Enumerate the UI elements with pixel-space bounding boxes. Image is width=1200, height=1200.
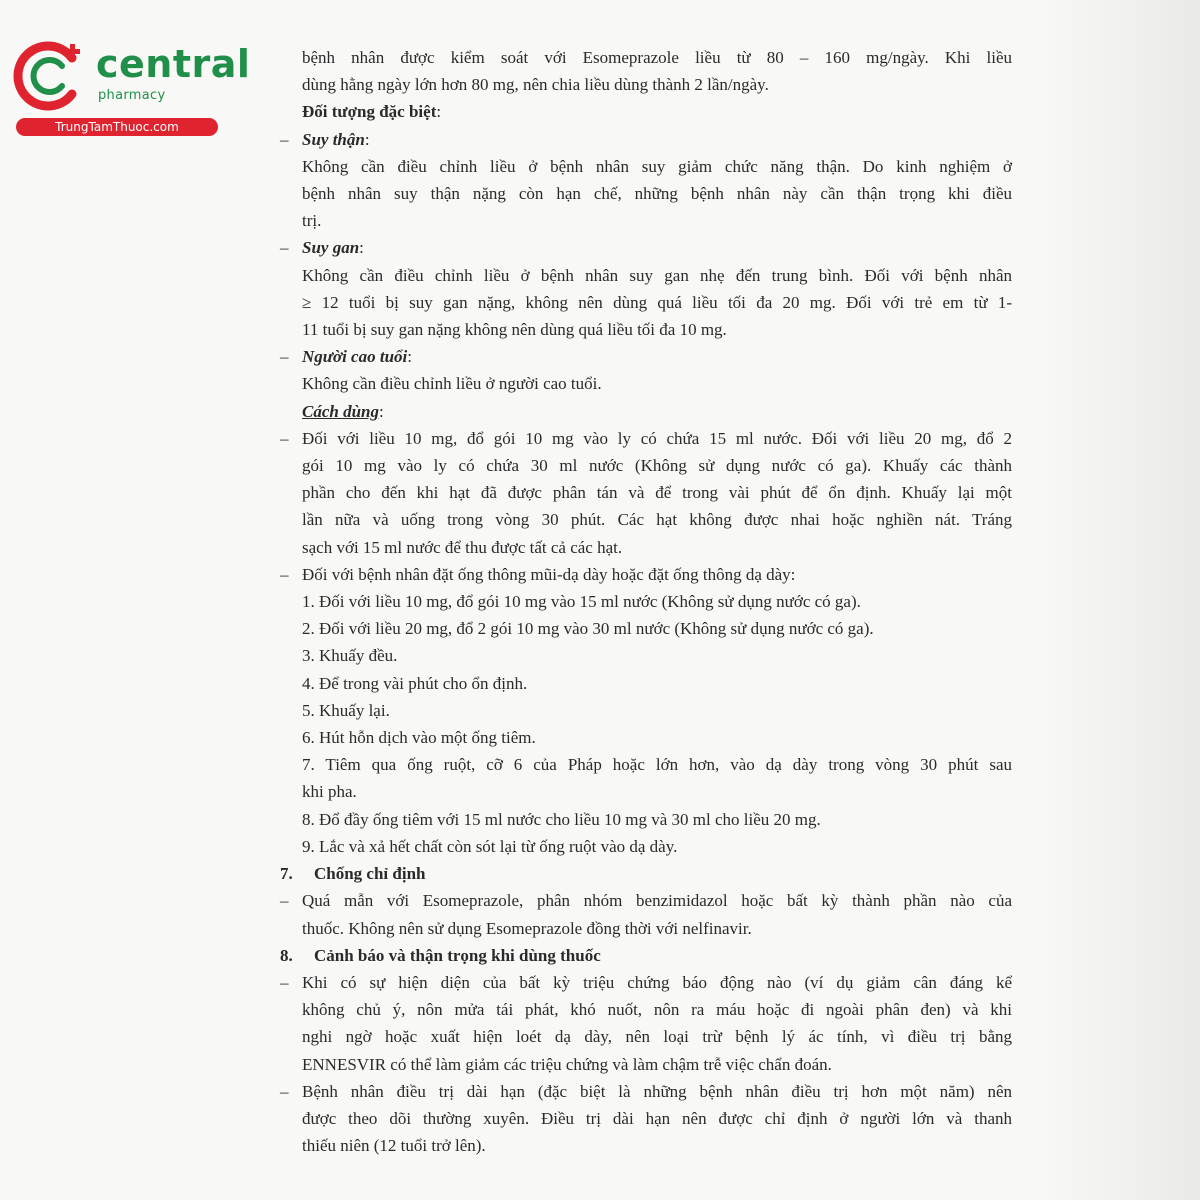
text-line: gói 10 mg vào ly có chứa 30 ml nước (Không sử dụng nước có ga). Khuấy các thành [302, 456, 1012, 476]
scan-shadow [1040, 0, 1200, 1200]
text-line: khi pha. [302, 782, 357, 802]
text-line: được theo dõi thường xuyên. Điều trị dài hạn nên được chỉ định ở người lớn và thanh [302, 1108, 1012, 1128]
section-8-heading [280, 942, 1012, 969]
section-title: Cảnh báo và thận trọng khi dùng thuốc [314, 945, 601, 965]
section-number: 7. [280, 864, 293, 884]
text-line: 11 tuổi bị suy gan nặng không nên dùng quá liều tối đa 10 mg. [302, 320, 727, 340]
text-line: lần nữa và uống trong vòng 30 phút. Các hạt không được nhai hoặc nghiền nát. Tráng [302, 510, 1012, 530]
heading-colon: : [379, 401, 384, 421]
bullet-hepatic [280, 234, 1012, 261]
logo-site-badge: TrungTamThuoc.com [16, 118, 218, 136]
text-span: Bệnh nhân điều trị dài hạn (đặc biệt là những bệnh nhân điều trị hơn một năm) nên [302, 1081, 1012, 1101]
step-item: 3. Khuấy đều. [302, 646, 398, 666]
usage-heading-text: Cách dùng [302, 401, 379, 421]
step-item: 6. Hút hỗn dịch vào một ống tiêm. [302, 728, 536, 748]
elderly-title: Người cao tuổi [302, 347, 408, 367]
heading-colon: : [364, 129, 370, 149]
text-line: dùng hằng ngày lớn hơn 80 mg, nên chia liều dùng thành 2 lần/ngày. [302, 75, 769, 95]
contraindication-item [280, 887, 1012, 914]
step-item: 8. Đổ đầy ống tiêm với 15 ml nước cho liều 10 mg và 30 ml cho liều 20 mg. [302, 809, 821, 829]
step-item: 1. Đối với liều 10 mg, đổ gói 10 mg vào 15 ml nước (Không sử dụng nước có ga). [302, 592, 861, 612]
usage-item [280, 561, 1012, 588]
text-line: Không cần điều chỉnh liều ở người cao tuổi. [302, 374, 602, 394]
dash-bullet: – [280, 428, 289, 448]
text-line: Không cần điều chỉnh liều ở bệnh nhân suy gan nhẹ đến trung bình. Đối với bệnh nhân [302, 265, 1012, 285]
logo-subtitle: pharmacy [98, 88, 166, 103]
text-span: Quá mẫn với Esomeprazole, phân nhóm benzimidazol hoặc bất kỳ thành phần nào của [302, 891, 1012, 911]
text-line: bệnh nhân suy thận nặng còn hạn chế, những bệnh nhân này cần thận trọng khi điều [302, 184, 1012, 204]
heading-colon: : [359, 238, 364, 258]
text-span: Đối với liều 10 mg, đổ gói 10 mg vào ly có chứa 15 ml nước. Đối với liều 20 mg, đổ 2 [302, 428, 1012, 448]
logo-brand-text: central [96, 42, 251, 86]
usage-heading [280, 398, 1012, 425]
text-line: bệnh nhân được kiểm soát với Esomeprazole liều từ 80 – 160 mg/ngày. Khi liều [302, 48, 1012, 67]
section-7-heading [280, 860, 1012, 887]
dash-bullet: – [280, 891, 289, 911]
dash-bullet: – [280, 238, 289, 258]
text-line: nghi ngờ hoặc xuất hiện loét dạ dày, nên loại trừ bệnh lý ác tính, vì điều trị bằng [302, 1027, 1012, 1047]
dash-bullet: – [280, 972, 289, 992]
text-line: thiếu niên (12 tuổi trở lên). [302, 1136, 486, 1156]
warning-item [280, 1078, 1012, 1105]
text-line: ENNESVIR có thể làm giảm các triệu chứng và làm chậm trễ việc chẩn đoán. [302, 1054, 832, 1074]
section-title: Chống chỉ định [314, 864, 426, 884]
text-line: Không cần điều chỉnh liều ở bệnh nhân suy giảm chức năng thận. Do kinh nghiệm ở [302, 156, 1012, 176]
central-pharmacy-logo[interactable] [10, 36, 251, 136]
step-item: 5. Khuấy lại. [302, 700, 390, 720]
step-item: 4. Để trong vài phút cho ổn định. [302, 673, 528, 693]
warning-item [280, 969, 1012, 996]
hepatic-title: Suy gan [302, 238, 360, 258]
dash-bullet: – [280, 347, 289, 367]
text-line: ≥ 12 tuổi bị suy gan nặng, không nên dùng quá liều tối đa 20 mg. Đối với trẻ em từ 1- [302, 292, 1012, 312]
text-line: thuốc. Không nên sử dụng Esomeprazole đồng thời với nelfinavir. [302, 918, 752, 938]
step-item: 2. Đối với liều 20 mg, đổ 2 gói 10 mg vào 30 ml nước (Không sử dụng nước có ga). [302, 619, 874, 639]
text-span: Đối với bệnh nhân đặt ống thông mũi-dạ dày hoặc đặt ống thông dạ dày: [302, 564, 796, 584]
step-item: 9. Lắc và xả hết chất còn sót lại từ ống ruột vào dạ dày. [302, 836, 678, 856]
step-item: 7. Tiêm qua ống ruột, cỡ 6 của Pháp hoặc lớn hơn, vào dạ dày trong vòng 30 phút sau [302, 755, 1012, 775]
dash-bullet: – [280, 1081, 289, 1101]
document-text [280, 44, 1012, 1159]
special-heading-text: Đối tượng đặc biệt [302, 102, 437, 122]
text-line: sạch với 15 ml nước để thu được tất cả các hạt. [302, 537, 623, 557]
bullet-elderly [280, 343, 1012, 370]
bullet-renal [280, 126, 1012, 153]
dash-bullet: – [280, 564, 289, 584]
section-number: 8. [280, 945, 293, 965]
renal-title: Suy thận [302, 129, 365, 149]
usage-item [280, 425, 1012, 452]
text-line: không chủ ý, nôn mửa tái phát, khó nuốt, nôn ra máu hoặc đi ngoài phân đen) và khi [302, 1000, 1012, 1020]
special-heading [280, 98, 1012, 125]
text-span: Khi có sự hiện diện của bất kỳ triệu chứng báo động nào (ví dụ giảm cân đáng kể [302, 972, 1012, 992]
dash-bullet: – [280, 129, 289, 149]
text-line: trị. [302, 211, 322, 231]
heading-colon: : [407, 347, 412, 367]
heading-colon: : [436, 102, 442, 122]
text-line: phần cho đến khi hạt đã được phân tán và để trong vài phút để ổn định. Khuấy lại một [302, 483, 1012, 503]
pharmacy-c-cross-icon [10, 36, 90, 116]
